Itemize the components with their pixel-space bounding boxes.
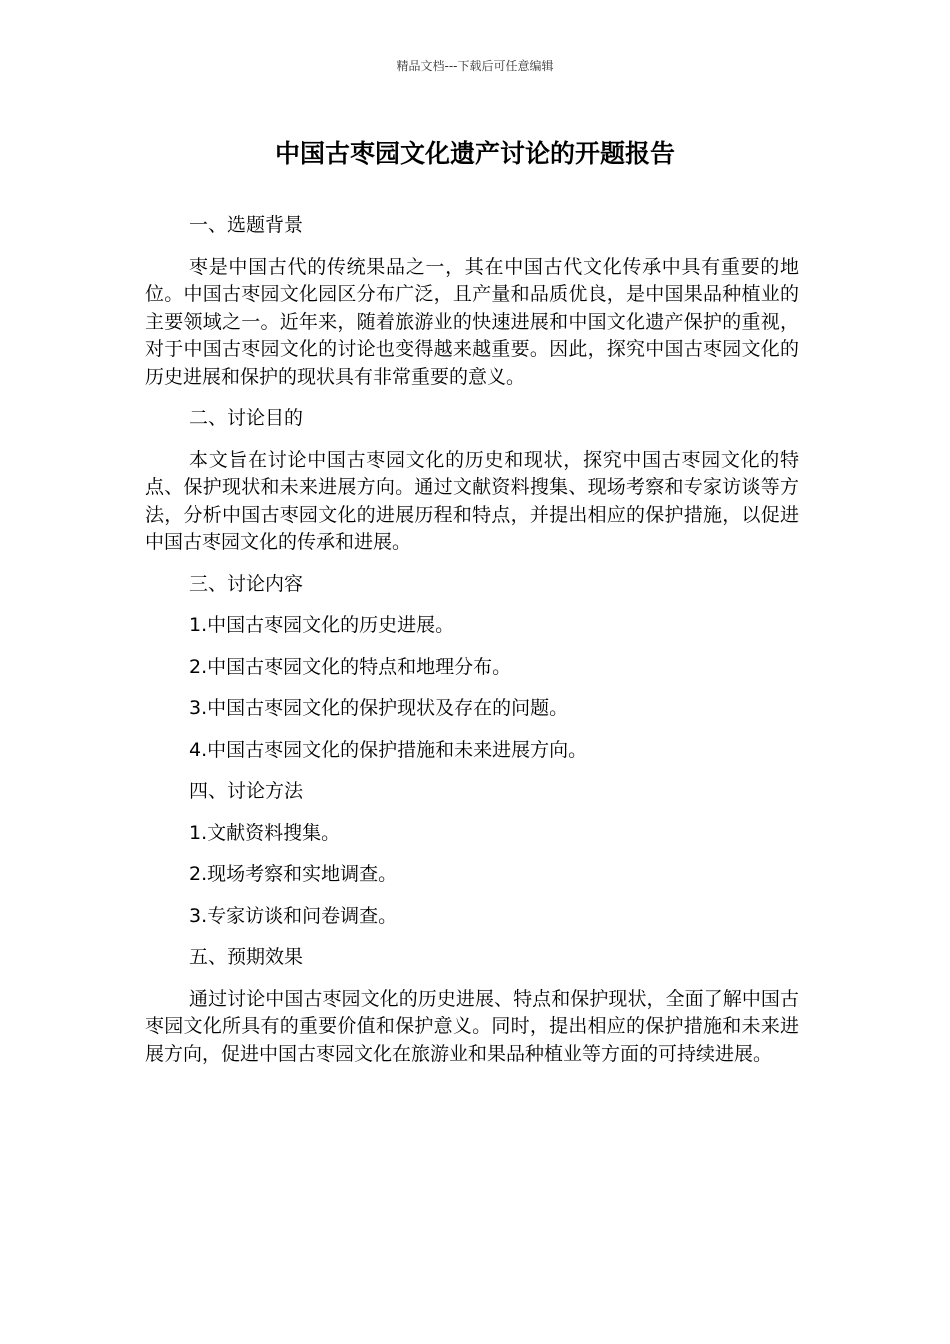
section-heading-expected-results: 五、预期效果 [189,946,304,968]
methods-list-item: 3.专家访谈和问卷调查。 [189,904,398,927]
section-heading-purpose: 二、讨论目的 [189,407,304,429]
background-paragraph: 枣是中国古代的传统果品之一，其在中国古代文化传承中具有重要的地位。中国古枣园文化园区分布广泛，且产量和品质优良，是中国果品种植业的主要领域之一。近年来，随着旅游业的快速进展和中国文化遗产保护的重视，对于中国古枣园文化的讨论也变得越来越重要。因此，探究中国古枣园文化的历史进展和保护的现状具有非常重要的意义。 [145,255,799,388]
content-list-item: 1.中国古枣园文化的历史进展。 [189,614,455,636]
section-heading-background: 一、选题背景 [189,214,304,236]
section-heading-methods: 四、讨论方法 [189,780,304,802]
methods-list-item: 2.现场考察和实地调查。 [189,863,398,885]
content-list-item: 3.中国古枣园文化的保护现状及存在的问题。 [189,697,569,719]
purpose-paragraph: 本文旨在讨论中国古枣园文化的历史和现状，探究中国古枣园文化的特点、保护现状和未来进展方向。通过文献资料搜集、现场考察和专家访谈等方法，分析中国古枣园文化的进展历程和特点，并提出相应的保护措施，以促进中国古枣园文化的传承和进展。 [145,448,799,553]
content-list-item: 4.中国古枣园文化的保护措施和未来进展方向。 [189,738,588,761]
header-note: 精品文档---下载后可任意编辑 [396,59,554,73]
section-heading-content: 三、讨论内容 [189,572,304,595]
content-list-item: 2.中国古枣园文化的特点和地理分布。 [189,655,512,678]
expected-results-paragraph: 通过讨论中国古枣园文化的历史进展、特点和保护现状，全面了解中国古枣园文化所具有的重要价值和保护意义。同时，提出相应的保护措施和未来进展方向，促进中国古枣园文化在旅游业和果品种植业等方面的可持续进展。 [145,987,799,1065]
document-body [145,212,799,1082]
methods-list-item: 1.文献资料搜集。 [189,821,341,844]
document-title: 中国古枣园文化遗产讨论的开题报告 [274,139,675,168]
